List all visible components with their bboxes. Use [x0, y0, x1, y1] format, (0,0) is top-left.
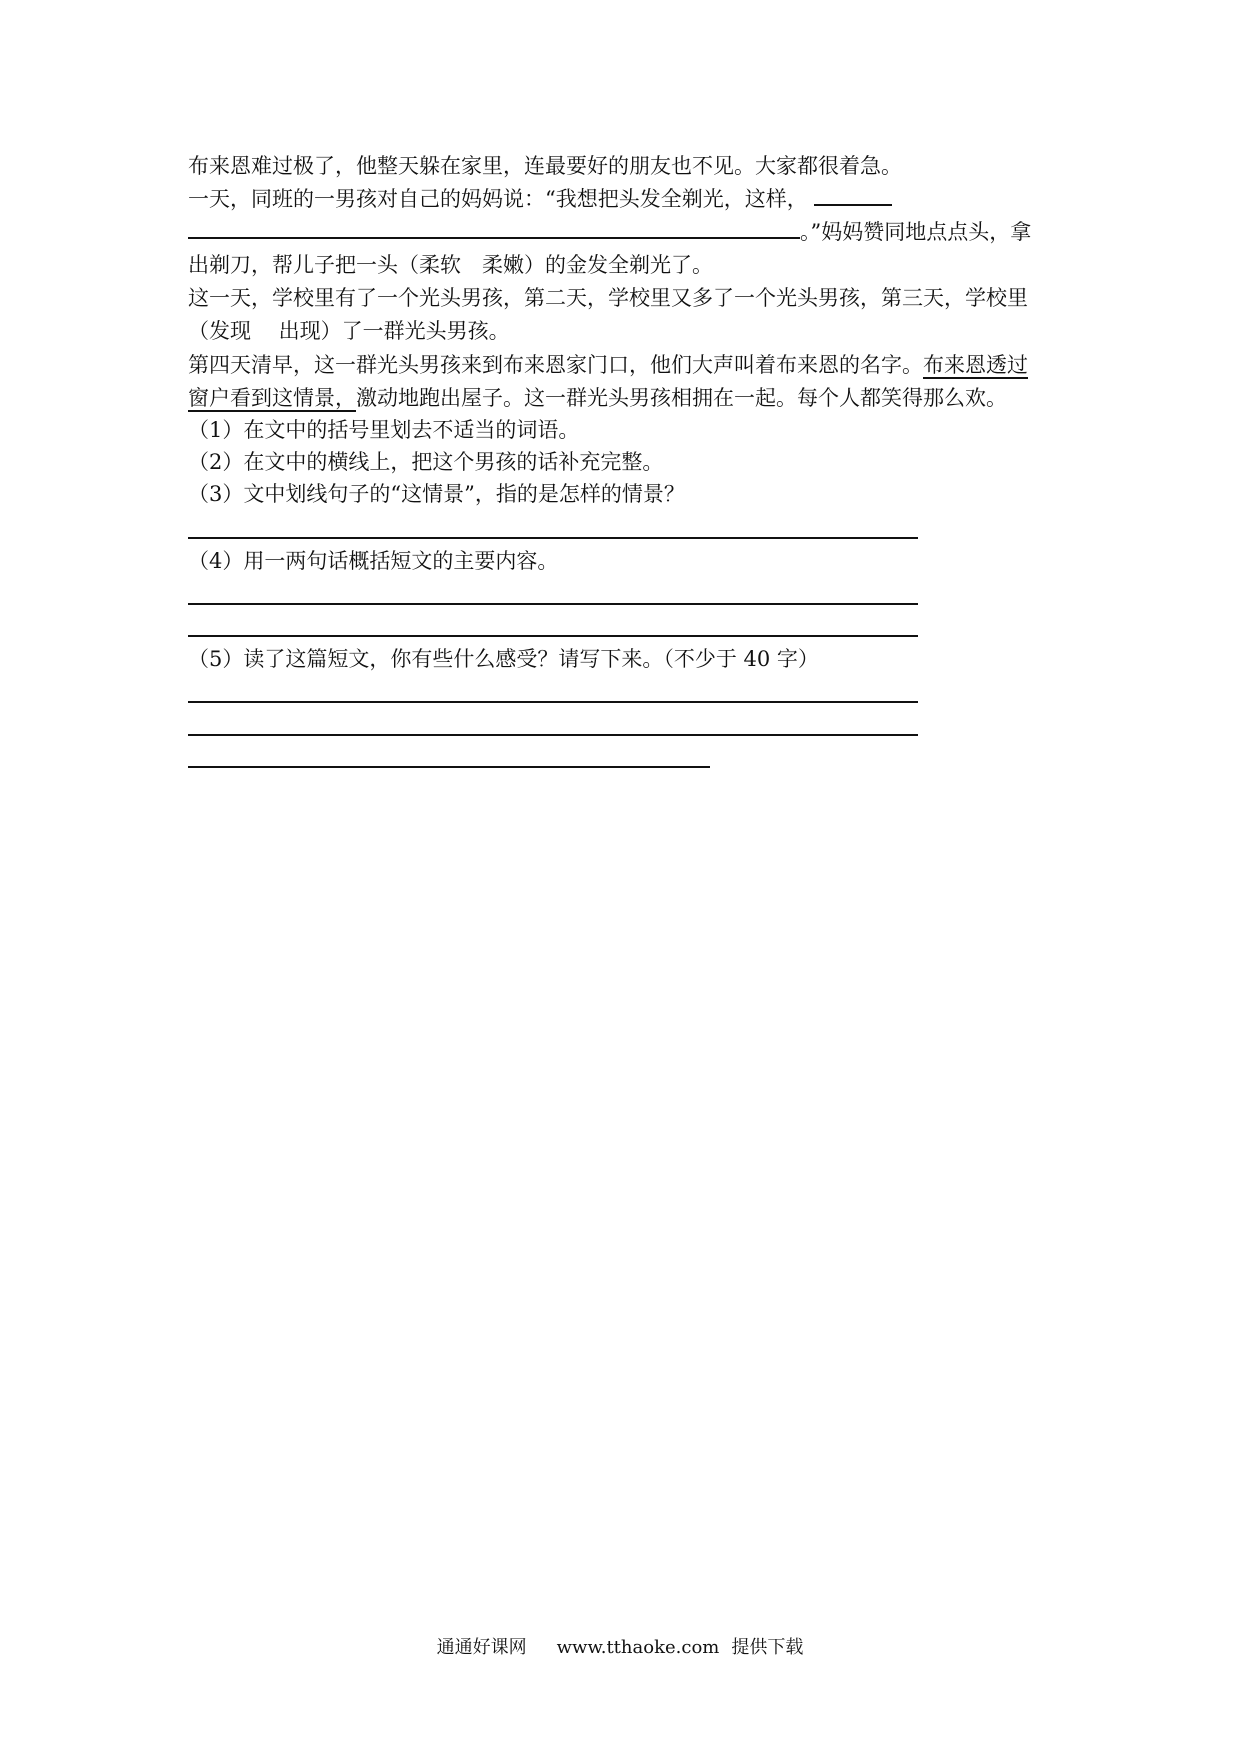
- answer-line[interactable]: [188, 766, 710, 768]
- question-text: （5）读了这篇短文，你有些什么感受？请写下来。（不少于 40 字）: [188, 647, 819, 671]
- passage-paragraph-3-line-1: [188, 284, 1028, 312]
- passage-text: 这一天，学校里有了一个光头男孩，第二天，学校里又多了一个光头男孩，第三天，学校里: [188, 286, 1028, 310]
- passage-text: （发现 出现）了一群光头男孩。: [188, 319, 510, 343]
- passage-text: 布来恩难过极了，他整天躲在家里，连最要好的朋友也不见。大家都很着急。: [188, 154, 902, 178]
- passage-paragraph-4-line-1: [188, 351, 1028, 379]
- question-2: [188, 448, 663, 476]
- passage-text: 第四天清早，这一群光头男孩来到布来恩家门口，他们大声叫着布来恩的名字。: [188, 353, 923, 377]
- question-text: （4）用一两句话概括短文的主要内容。: [188, 549, 559, 573]
- underlined-sentence: 布来恩透过: [923, 353, 1028, 377]
- answer-line[interactable]: [188, 537, 918, 539]
- passage-text: 激动地跑出屋子。这一群光头男孩相拥在一起。每个人都笑得那么欢。: [356, 386, 1007, 410]
- question-4: [188, 547, 558, 575]
- footer-site-name: 通通好课网: [436, 1637, 527, 1658]
- question-text: （3）文中划线句子的“这情景”，指的是怎样的情景？: [188, 482, 685, 506]
- passage-paragraph-2-line-2: [188, 218, 1031, 246]
- passage-paragraph-2-line-1: [188, 185, 892, 213]
- underlined-sentence: 窗户看到这情景，: [188, 386, 356, 410]
- question-5: [188, 645, 819, 673]
- answer-blank-short[interactable]: [814, 186, 892, 206]
- answer-blank-long[interactable]: [188, 219, 800, 239]
- page-footer: [0, 1636, 1240, 1660]
- passage-paragraph-3-line-2: [188, 317, 510, 345]
- question-3: [188, 480, 685, 508]
- question-text: （2）在文中的横线上，把这个男孩的话补充完整。: [188, 450, 664, 474]
- footer-suffix: 提供下载: [731, 1637, 804, 1658]
- passage-text: 一天，同班的一男孩对自己的妈妈说：“我想把头发全剃光，这样，: [188, 187, 808, 211]
- question-text: （1）在文中的括号里划去不适当的词语。: [188, 418, 580, 442]
- passage-paragraph-2-line-3: [188, 251, 713, 279]
- passage-paragraph-4-line-2: [188, 384, 1007, 412]
- footer-url[interactable]: www.tthaoke.com: [556, 1637, 720, 1658]
- answer-line[interactable]: [188, 734, 918, 736]
- passage-text: 出剃刀，帮儿子把一头（柔软 柔嫩）的金发全剃光了。: [188, 253, 713, 277]
- answer-line[interactable]: [188, 701, 918, 703]
- answer-line[interactable]: [188, 635, 918, 637]
- question-1: [188, 416, 579, 444]
- answer-line[interactable]: [188, 603, 918, 605]
- passage-paragraph-1: [188, 152, 902, 180]
- passage-text: 。”妈妈赞同地点点头，拿: [800, 220, 1032, 244]
